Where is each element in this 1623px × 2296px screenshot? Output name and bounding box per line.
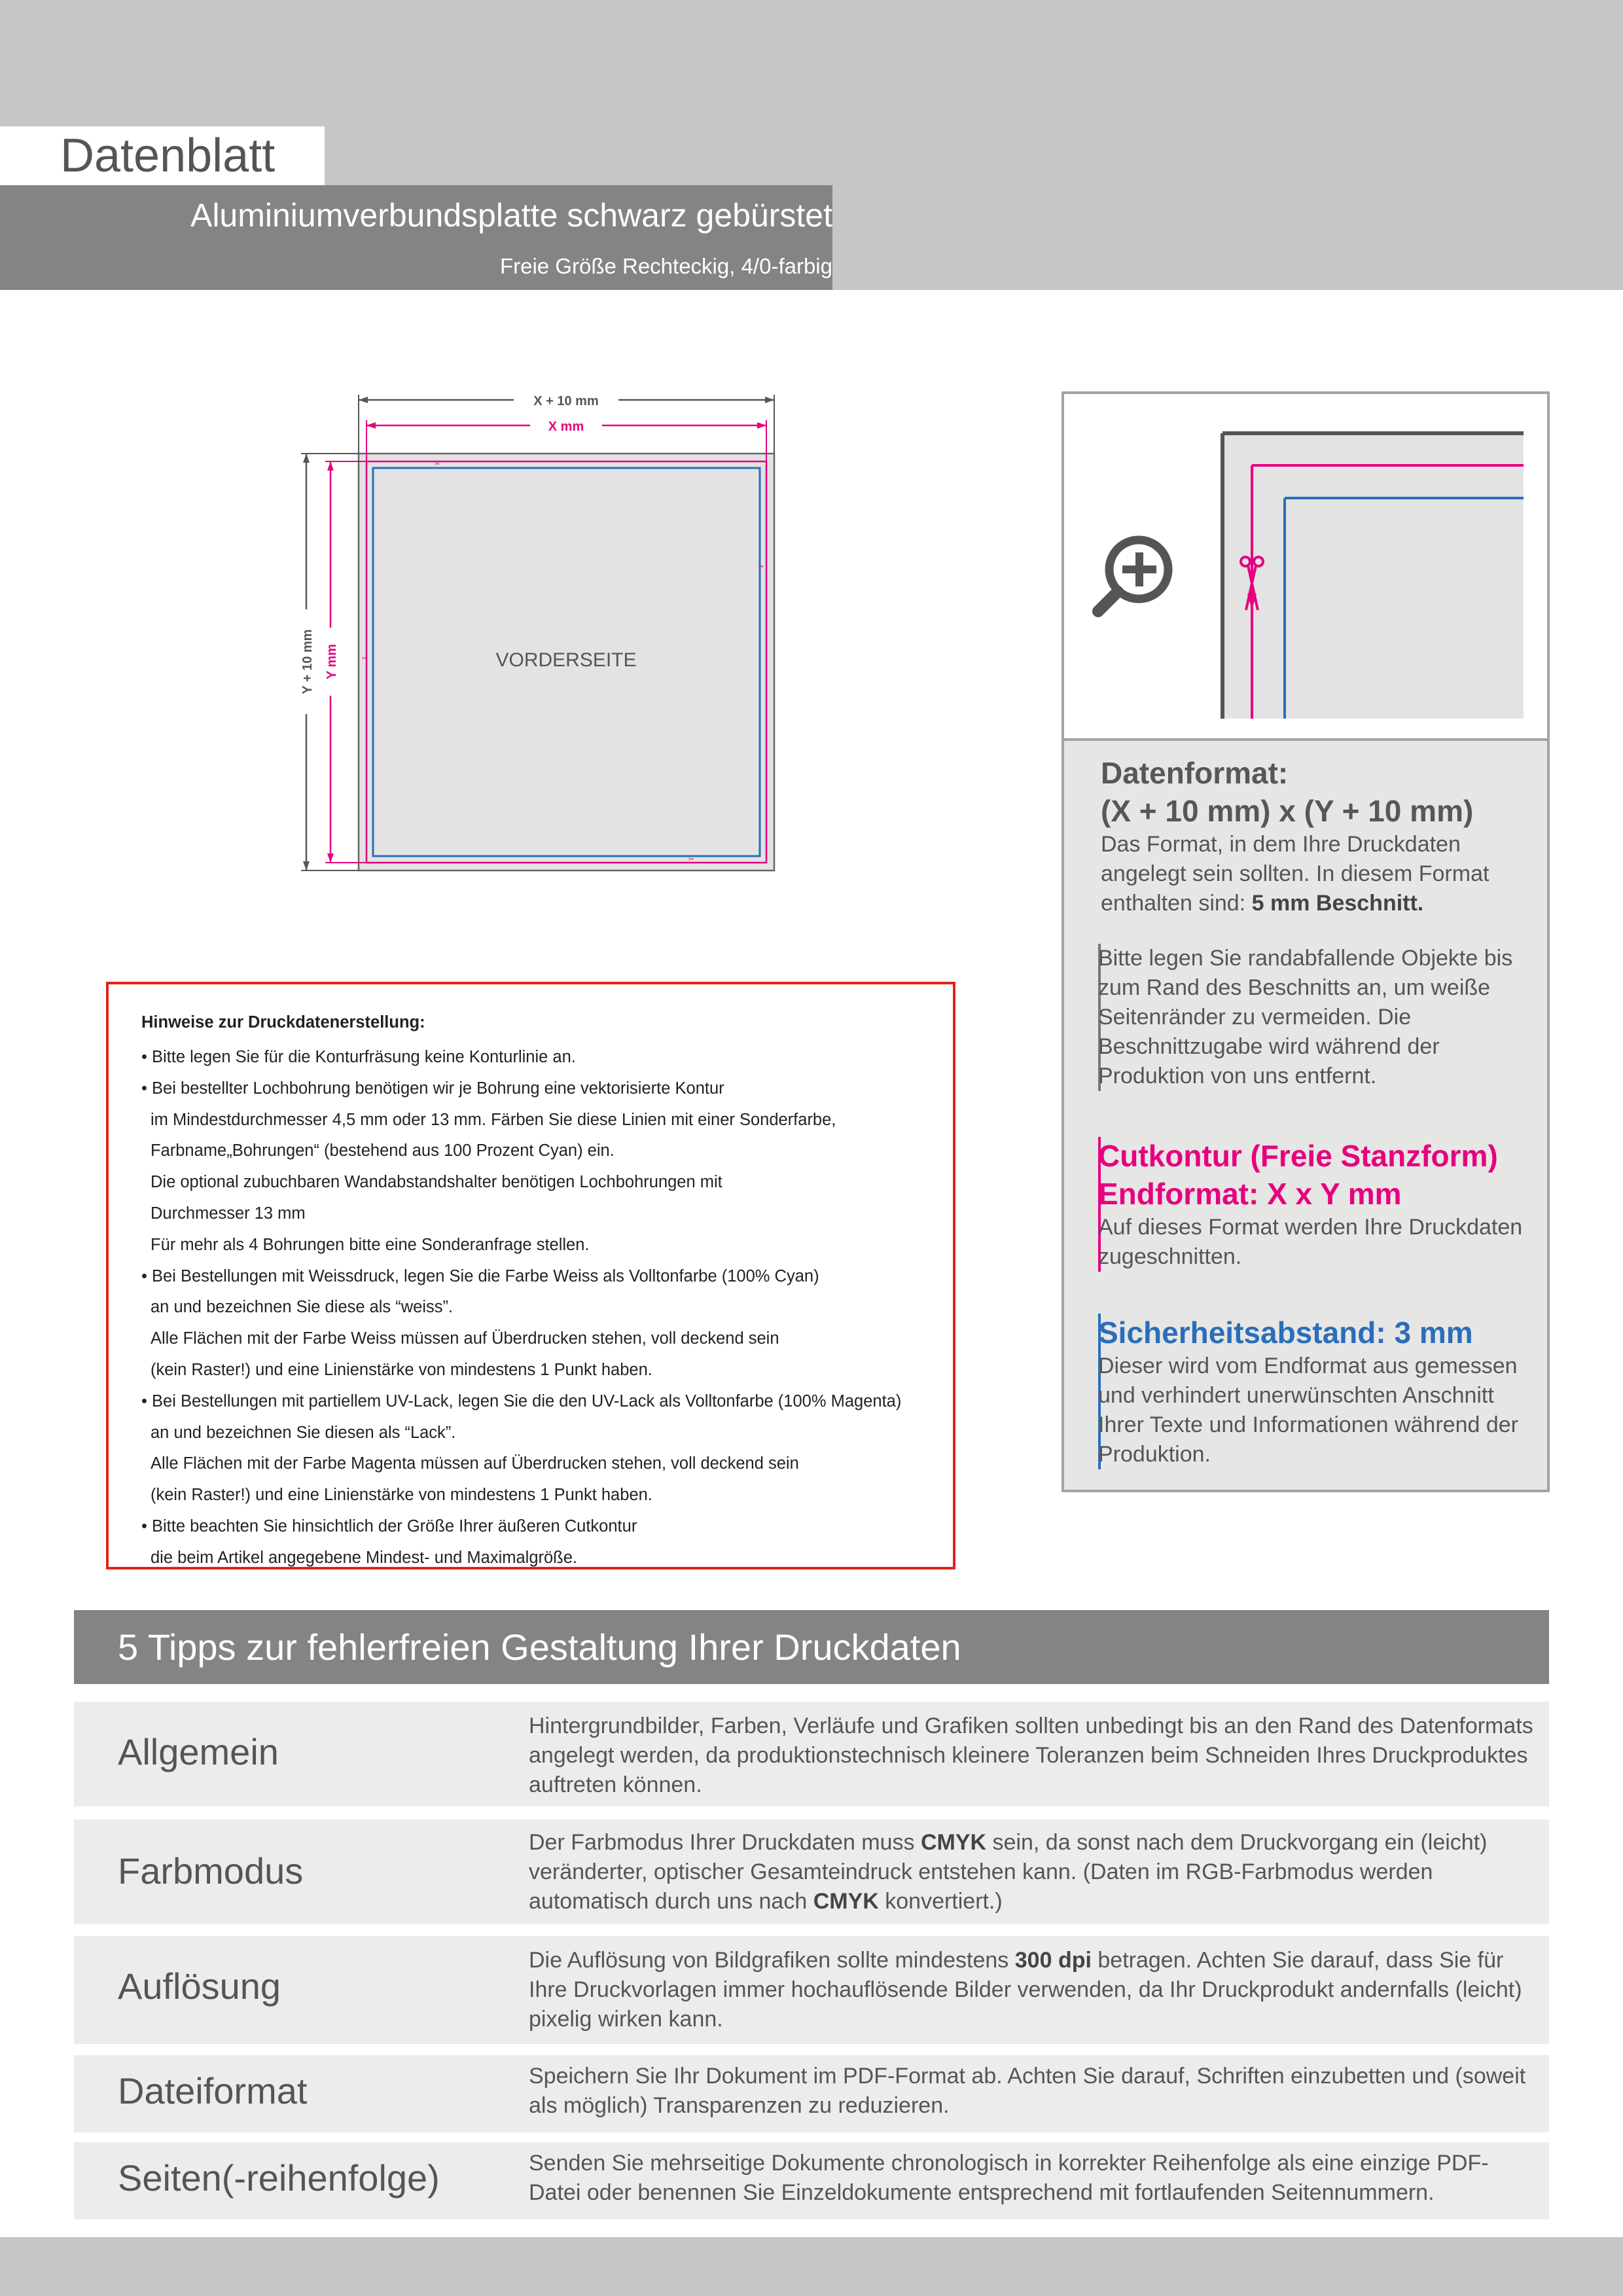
tip-row: [74, 2142, 1549, 2219]
product-subtitle: Freie Größe Rechteckig, 4/0-farbig: [499, 254, 832, 278]
tip-text: [529, 1828, 1537, 1916]
zoom-icon: [1098, 540, 1168, 611]
tip-text: [529, 2062, 1537, 2121]
tip-label: Allgemein: [118, 1731, 279, 1772]
tip-label: Dateiformat: [118, 2070, 308, 2111]
end-format-heading: Endformat: X x Y mm: [1098, 1177, 1402, 1211]
tip-text: [529, 1946, 1537, 2034]
notes-line: im Mindestdurchmesser 4,5 mm oder 13 mm. Färben Sie diese Linien mit einer Sonderfarbe,: [151, 1110, 836, 1129]
bleed-block: [1098, 944, 1533, 1091]
safety-margin-block: [1098, 1314, 1533, 1469]
notes-line: • Bei Bestellungen mit Weissdruck, legen Sie die Farbe Weiss als Volltonfarbe (100% Cyan): [141, 1266, 819, 1285]
zoom-detail: [1064, 394, 1547, 741]
data-format-text: [1101, 830, 1533, 918]
svg-text:✂: ✂: [362, 655, 368, 662]
tip-text-bold: 300 dpi: [1014, 1948, 1092, 1973]
bleed-text: Bitte legen Sie randabfallende Objekte bis zum Rand des Beschnitts an, um weiße Seitenränder zu vermeiden. Die Beschnittzugabe wird während der Produktion von uns entfernt.: [1098, 946, 1513, 1088]
tip-label: Auflösung: [118, 1965, 281, 2007]
notes-line: Farbname„Bohrungen“ (bestehend aus 100 Prozent Cyan) ein.: [151, 1141, 615, 1160]
info-panel: [1061, 391, 1550, 1492]
notes-line: Die optional zubuchbaren Wandabstandshalter benötigen Lochbohrungen mit: [151, 1173, 722, 1192]
notes-line: an und bezeichnen Sie diese als “weiss”.: [151, 1298, 454, 1317]
notes-line: die beim Artikel angegebene Mindest- und Maximalgröße.: [151, 1548, 578, 1567]
tip-text: [529, 1712, 1537, 1800]
notes-heading: Hinweise zur Druckdatenerstellung:: [141, 1013, 425, 1031]
tip-row: [74, 1820, 1549, 1924]
data-format-formula: (X + 10 mm) x (Y + 10 mm): [1101, 794, 1474, 828]
tip-text-part: konvertiert.): [878, 1889, 1003, 1914]
tip-text-part: Der Farbmodus Ihrer Druckdaten muss: [529, 1830, 921, 1855]
notes-line: (kein Raster!) und eine Linienstärke von mindestens 1 Punkt haben.: [151, 1360, 652, 1379]
notes-line: Für mehr als 4 Bohrungen bitte eine Sonderanfrage stellen.: [151, 1235, 590, 1254]
tip-text-part: Senden Sie mehrseitige Dokumente chronologisch in korrekter Reihenfolge als eine einzige PDF-Datei oder benennen Sie Einzeldokumente entsprechend mit fortlaufenden Seitennummern.: [529, 2151, 1489, 2205]
svg-text:✂: ✂: [758, 564, 764, 571]
notes-line: • Bei bestellter Lochbohrung benötigen wir je Bohrung eine vektorisierte Kontur: [141, 1079, 724, 1098]
tip-text-bold: CMYK: [920, 1830, 987, 1855]
cut-contour-text: Auf dieses Format werden Ihre Druckdaten zugeschnitten.: [1098, 1215, 1523, 1269]
tip-text-part: betragen. Achten Sie darauf, dass Sie für Ihre Druckvorlagen immer hochauflösende Bilder verwenden, da Ihr Druckprodukt andernfalls (leicht) pixelig wirken kann.: [529, 1948, 1522, 2032]
notes-list: [141, 1042, 940, 1574]
tip-text-bold: CMYK: [813, 1889, 879, 1914]
data-format-text-bold: 5 mm Beschnitt.: [1251, 891, 1424, 916]
tip-text: [529, 2149, 1537, 2208]
tip-row: [74, 1702, 1549, 1806]
tip-text-part: Hintergrundbilder, Farben, Verläufe und Grafiken sollten unbedingt bis an den Rand des Datenformats angelegt werden, da produktionstechnisch kleinere Toleranzen beim Schneiden Ihres Druckproduktes auftreten können.: [529, 1713, 1533, 1797]
product-title: Aluminiumverbundsplatte schwarz gebürstet: [190, 197, 832, 234]
safety-margin-heading: Sicherheitsabstand: 3 mm: [1098, 1316, 1473, 1350]
notes-line: Alle Flächen mit der Farbe Weiss müssen auf Überdrucken stehen, voll deckend sein: [151, 1329, 779, 1348]
height-inner-label: Y mm: [325, 643, 339, 680]
zoom-detail-graphic: [1064, 394, 1547, 738]
tip-label: Seiten(-reihenfolge): [118, 2157, 440, 2198]
tip-row: [74, 1936, 1549, 2044]
tip-label: Farbmodus: [118, 1850, 304, 1892]
cut-contour-block: [1098, 1137, 1533, 1272]
side-label: VORDERSEITE: [495, 649, 637, 671]
svg-text:✂: ✂: [435, 461, 440, 468]
notes-line: Alle Flächen mit der Farbe Magenta müssen auf Überdrucken stehen, voll deckend sein: [151, 1454, 799, 1473]
tip-text-part: sein, da sonst nach dem Druckvorgang ein (leicht) veränderter, optischer Gesamteindruck entstehen kann. (Daten im RGB-Farbmodus werden automatisch durch uns nach: [529, 1830, 1488, 1914]
safety-margin-text: Dieser wird vom Endformat aus gemessen und verhindert unerwünschten Anschnitt Ihrer Texte und Informationen während der Produktion.: [1098, 1354, 1518, 1467]
doc-label: Datenblatt: [60, 130, 276, 182]
notes-line: (kein Raster!) und eine Linienstärke von mindestens 1 Punkt haben.: [151, 1486, 652, 1505]
tip-text-part: Speichern Sie Ihr Dokument im PDF-Format ab. Achten Sie darauf, Schriften einzubetten und (soweit als möglich) Transparenzen zu reduzieren.: [529, 2064, 1526, 2118]
svg-text:✂: ✂: [688, 856, 694, 863]
notes-box: [106, 982, 955, 1570]
height-outer-label: Y + 10 mm: [300, 629, 315, 694]
format-diagram: [288, 383, 798, 880]
tip-text-part: Die Auflösung von Bildgrafiken sollte mindestens: [529, 1948, 1015, 1973]
cut-contour-heading: Cutkontur (Freie Stanzform): [1098, 1139, 1498, 1173]
notes-line: Durchmesser 13 mm: [151, 1204, 306, 1223]
notes-line: • Bei Bestellungen mit partiellem UV-Lack, legen Sie die den UV-Lack als Volltonfarbe (100% Magenta): [141, 1391, 902, 1410]
width-outer-label: X + 10 mm: [533, 394, 599, 408]
tip-row: [74, 2055, 1549, 2132]
width-inner-label: X mm: [548, 420, 584, 434]
footer-band: [0, 2237, 1623, 2296]
notes-line: • Bitte legen Sie für die Konturfräsung keine Konturlinie an.: [141, 1048, 576, 1066]
data-format-heading: Datenformat:: [1101, 756, 1289, 790]
notes-line: • Bitte beachten Sie hinsichtlich der Größe Ihrer äußeren Cutkontur: [141, 1516, 637, 1535]
notes-line: an und bezeichnen Sie diesen als “Lack”.: [151, 1423, 456, 1442]
tips-title: 5 Tipps zur fehlerfreien Gestaltung Ihrer Druckdaten: [118, 1626, 961, 1668]
data-format-text-main: Das Format, in dem Ihre Druckdaten angelegt sein sollten. In diesem Format enthalten sind:: [1101, 832, 1489, 916]
data-format-block: [1101, 754, 1533, 918]
